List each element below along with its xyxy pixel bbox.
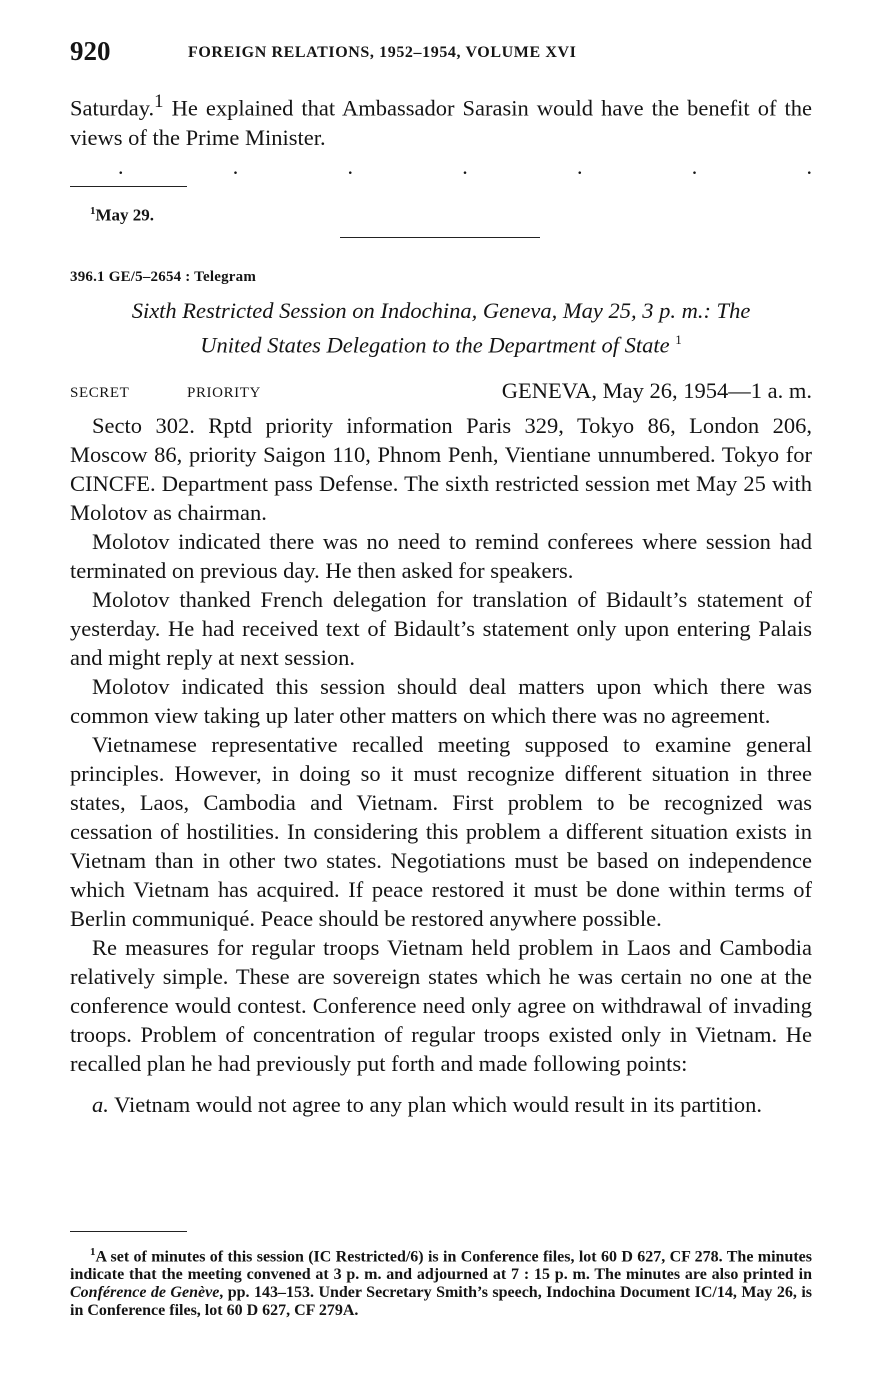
list-item-text: Vietnam would not agree to any plan which would result in its partition. — [108, 1092, 762, 1117]
ellipsis-dot: . — [577, 154, 583, 179]
footnote-ref: 1 — [154, 91, 164, 112]
ellipsis-dot: . — [347, 154, 353, 179]
body-paragraph: Re measures for regular troops Vietnam held problem in Laos and Cambodia relatively simple. These are sovereign states which he was certain no one at the conference would contest. Conference need only agree on withdrawal of invading troops. Problem of concentration of regular troops existed only in Vietnam. He recalled plan he had previously put forth and made following points: — [70, 935, 812, 1076]
ellipsis-dot: . — [232, 154, 239, 179]
footnote-marker: 1 — [90, 205, 96, 217]
footnote-text: May 29. — [95, 205, 155, 225]
running-title: FOREIGN RELATIONS, 1952–1954, VOLUME XVI — [188, 44, 577, 61]
body-paragraph: Molotov indicated there was no need to remind conferees where session had terminated on previous day. He then asked for speakers. — [70, 529, 812, 583]
classification: SECRET — [70, 385, 130, 401]
list-item-letter: a. — [92, 1092, 109, 1117]
document-title-line-2-text: United States Delegation to the Department of State — [200, 332, 670, 358]
document-title-line-1: Sixth Restricted Session on Indochina, Geneva, May 25, 3 p. m.: The — [131, 298, 751, 323]
footnote-text-after: , pp. 143–153. Under Secretary Smith’s speech, Indochina Document IC/14, May 26, is in Conference files, lot 60 D 627, CF 279A. — [70, 1284, 812, 1320]
footnote-italic-title: Conférence de Genève — [70, 1284, 220, 1302]
date-place: GENEVA, May 26, 1954—1 a. m. — [501, 378, 812, 403]
footnote-rule — [70, 186, 187, 187]
carryover-text-before: Saturday. — [70, 95, 155, 121]
document-title-line-2 — [70, 325, 812, 360]
list-item — [70, 1090, 812, 1119]
footnote-marker: 1 — [90, 1246, 96, 1258]
body-paragraph: Vietnamese representative recalled meeting supposed to examine general principles. However, in doing so it must recognize different situation in three states, Laos, Cambodia and Vietnam. First problem to be recognized was cessation of hostilities. In considering this problem a different situation exists in Vietnam than in other two states. Negotiations must be based on independence which Vietnam has acquired. If peace restored it must be done within terms of Berlin communiqué. Peace should be restored anywhere possible. — [70, 732, 812, 931]
footnote-text-before: A set of minutes of this session (IC Restricted/6) is in Conference files, lot 60 D 627, CF 278. The minutes indicate that the meeting convened at 3 p. m. and adjourned at 7 : 15 p. m. The minutes are also printed in — [70, 1248, 812, 1284]
ellipsis-dot: . — [462, 154, 468, 179]
body-paragraph: Secto 302. Rptd priority information Paris 329, Tokyo 86, London 206, Moscow 86, priority Saigon 110, Phnom Penh, Vientiane unnumbered. Tokyo for CINCFE. Department pass Defense. The sixth restricted session met May 25 with Molotov as chairman. — [70, 413, 812, 525]
footnote-ref: 1 — [675, 332, 682, 347]
document-title — [70, 296, 812, 360]
precedence: PRIORITY — [187, 385, 261, 401]
body-paragraph: Molotov indicated this session should deal matters upon which there was common view taking up later other matters on which there was no agreement. — [70, 674, 812, 728]
dateline — [70, 378, 812, 406]
document-body — [70, 411, 812, 1119]
carryover-text-after: He explained that Ambassador Sarasin would have the benefit of the views of the Prime Minister. — [70, 95, 812, 150]
ellipsis-dot: . — [691, 154, 698, 179]
document-separator-rule — [340, 237, 540, 238]
running-head — [70, 36, 812, 66]
footnote — [70, 1243, 812, 1320]
ellipsis-dot: . — [118, 154, 124, 179]
previous-footnote — [90, 205, 154, 226]
body-paragraph: Molotov thanked French delegation for translation of Bidault’s statement of yesterday. He had received text of Bidault’s statement only upon entering Palais and might reply at next session. — [70, 587, 812, 670]
file-reference: 396.1 GE/5–2654 : Telegram — [70, 269, 257, 285]
omission-ellipsis — [118, 156, 812, 178]
carryover-paragraph — [70, 87, 812, 152]
footnote-rule — [70, 1231, 187, 1232]
ellipsis-dot: . — [806, 154, 812, 179]
page-number: 920 — [70, 36, 111, 66]
